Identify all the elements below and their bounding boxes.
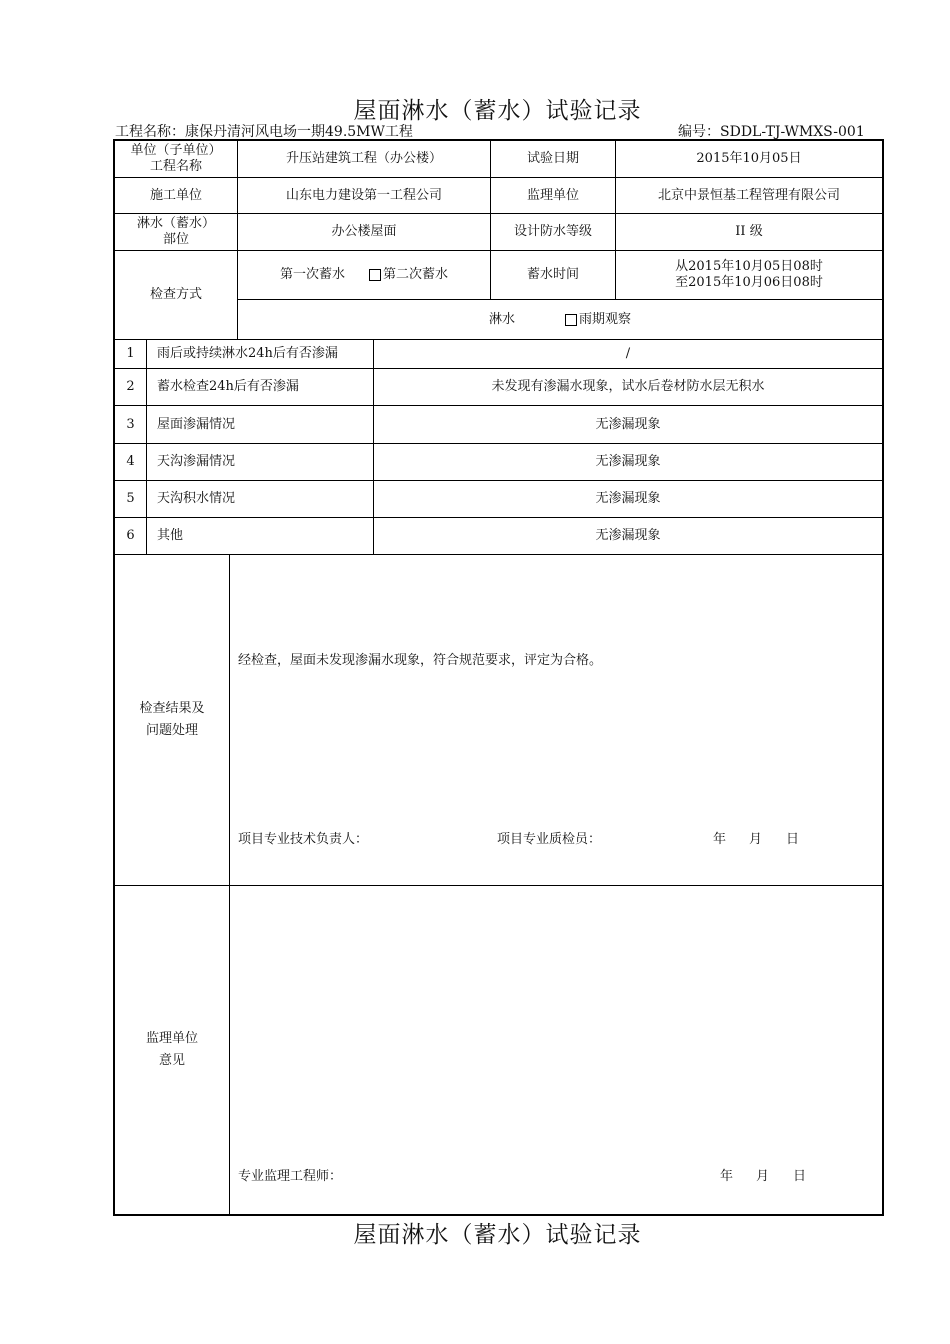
item-no: 3 (126, 416, 135, 432)
method-option3: 淋水 (488, 311, 515, 327)
item-name: 天沟积水情况 (157, 491, 236, 506)
footer-title: 屋面淋水（蓄水）试验记录 (353, 1222, 642, 1248)
location-label-line2: 部位 (162, 232, 189, 247)
test-date-label: 试验日期 (526, 151, 579, 166)
page-title: 屋面淋水（蓄水）试验记录 (353, 98, 642, 124)
storage-time-to: 至2015年10月06日08时 (675, 275, 823, 290)
unit-label (115, 141, 237, 177)
location-value: 办公楼屋面 (331, 224, 397, 239)
unit-label-line2: 工程名称 (149, 159, 202, 174)
project-name-line (115, 121, 413, 141)
supervision-label-line2: 意见 (158, 1053, 185, 1068)
grade-value: II 级 (735, 224, 763, 239)
method-option4: 雨期观察 (579, 311, 632, 327)
method-label: 检查方式 (149, 287, 202, 302)
test-date-value: 2015年10月05日 (696, 151, 802, 166)
method-option2: 第二次蓄水 (383, 267, 449, 282)
grade-label: 设计防水等级 (513, 224, 592, 239)
doc-number-line (678, 121, 865, 141)
unit-label-line1: 单位（子单位） (130, 143, 222, 158)
storage-time-from: 从2015年10月05日08时 (675, 259, 823, 274)
item-result: 无渗漏现象 (595, 454, 661, 469)
item-result: 无渗漏现象 (595, 491, 661, 506)
item-result: 无渗漏现象 (595, 528, 661, 543)
supervision-label-line1: 监理单位 (145, 1031, 198, 1046)
item-result: 未发现有渗漏水现象，试水后卷材防水层无积水 (491, 379, 765, 394)
engineer-label: 专业监理工程师： (238, 1169, 343, 1184)
contractor-value: 山东电力建设第一工程公司 (285, 187, 442, 203)
doc-number: SDDL-TJ-WMXS-001 (720, 124, 865, 140)
location-label (115, 214, 237, 250)
unit-value: 升压站建筑工程（办公楼） (285, 151, 442, 166)
location-label-line1: 淋水（蓄水） (136, 216, 215, 231)
method-option1: 第一次蓄水 (279, 267, 345, 282)
item-no: 1 (126, 346, 135, 361)
item-name: 屋面渗漏情况 (157, 416, 236, 432)
supervision-month: 月 (756, 1169, 770, 1184)
item-result: 无渗漏现象 (595, 416, 661, 432)
checkbox-icon[interactable] (369, 269, 381, 281)
storage-time-value (616, 251, 882, 299)
project-name: 康保丹清河风电场一期49.5MW工程 (185, 124, 413, 140)
inspection-day: 日 (786, 832, 800, 847)
inspection-label (115, 555, 229, 885)
item-no: 4 (126, 454, 135, 469)
supervisor-label: 监理单位 (526, 187, 579, 203)
inspection-label-line1: 检查结果及 (139, 701, 205, 716)
item-no: 6 (126, 528, 135, 543)
inspection-label-line2: 问题处理 (145, 723, 198, 738)
method-options-row2 (238, 300, 882, 339)
item-name: 蓄水检查24h后有否渗漏 (157, 379, 299, 394)
item-no: 2 (126, 379, 135, 394)
inspection-conclusion: 经检查，屋面未发现渗漏水现象，符合规范要求，评定为合格。 (238, 653, 603, 668)
item-result: / (625, 346, 631, 361)
supervisor-value: 北京中景恒基工程管理有限公司 (657, 187, 840, 203)
inspection-year: 年 (713, 832, 727, 847)
storage-time-label: 蓄水时间 (526, 267, 579, 282)
doc-number-label: 编号： (678, 124, 720, 140)
item-name: 其他 (157, 528, 184, 543)
project-name-label: 工程名称： (115, 124, 185, 140)
supervision-label (115, 886, 229, 1214)
contractor-label: 施工单位 (149, 187, 202, 203)
item-no: 5 (126, 491, 135, 506)
item-name: 雨后或持续淋水24h后有否渗漏 (157, 346, 338, 361)
inspection-month: 月 (749, 832, 763, 847)
item-name: 天沟渗漏情况 (157, 454, 236, 469)
supervision-year: 年 (720, 1169, 734, 1184)
method-options-row1 (238, 251, 490, 299)
qc-label: 项目专业质检员： (497, 832, 602, 847)
tech-lead-label: 项目专业技术负责人： (238, 832, 369, 847)
checkbox-icon[interactable] (565, 314, 577, 326)
supervision-day: 日 (793, 1169, 807, 1184)
